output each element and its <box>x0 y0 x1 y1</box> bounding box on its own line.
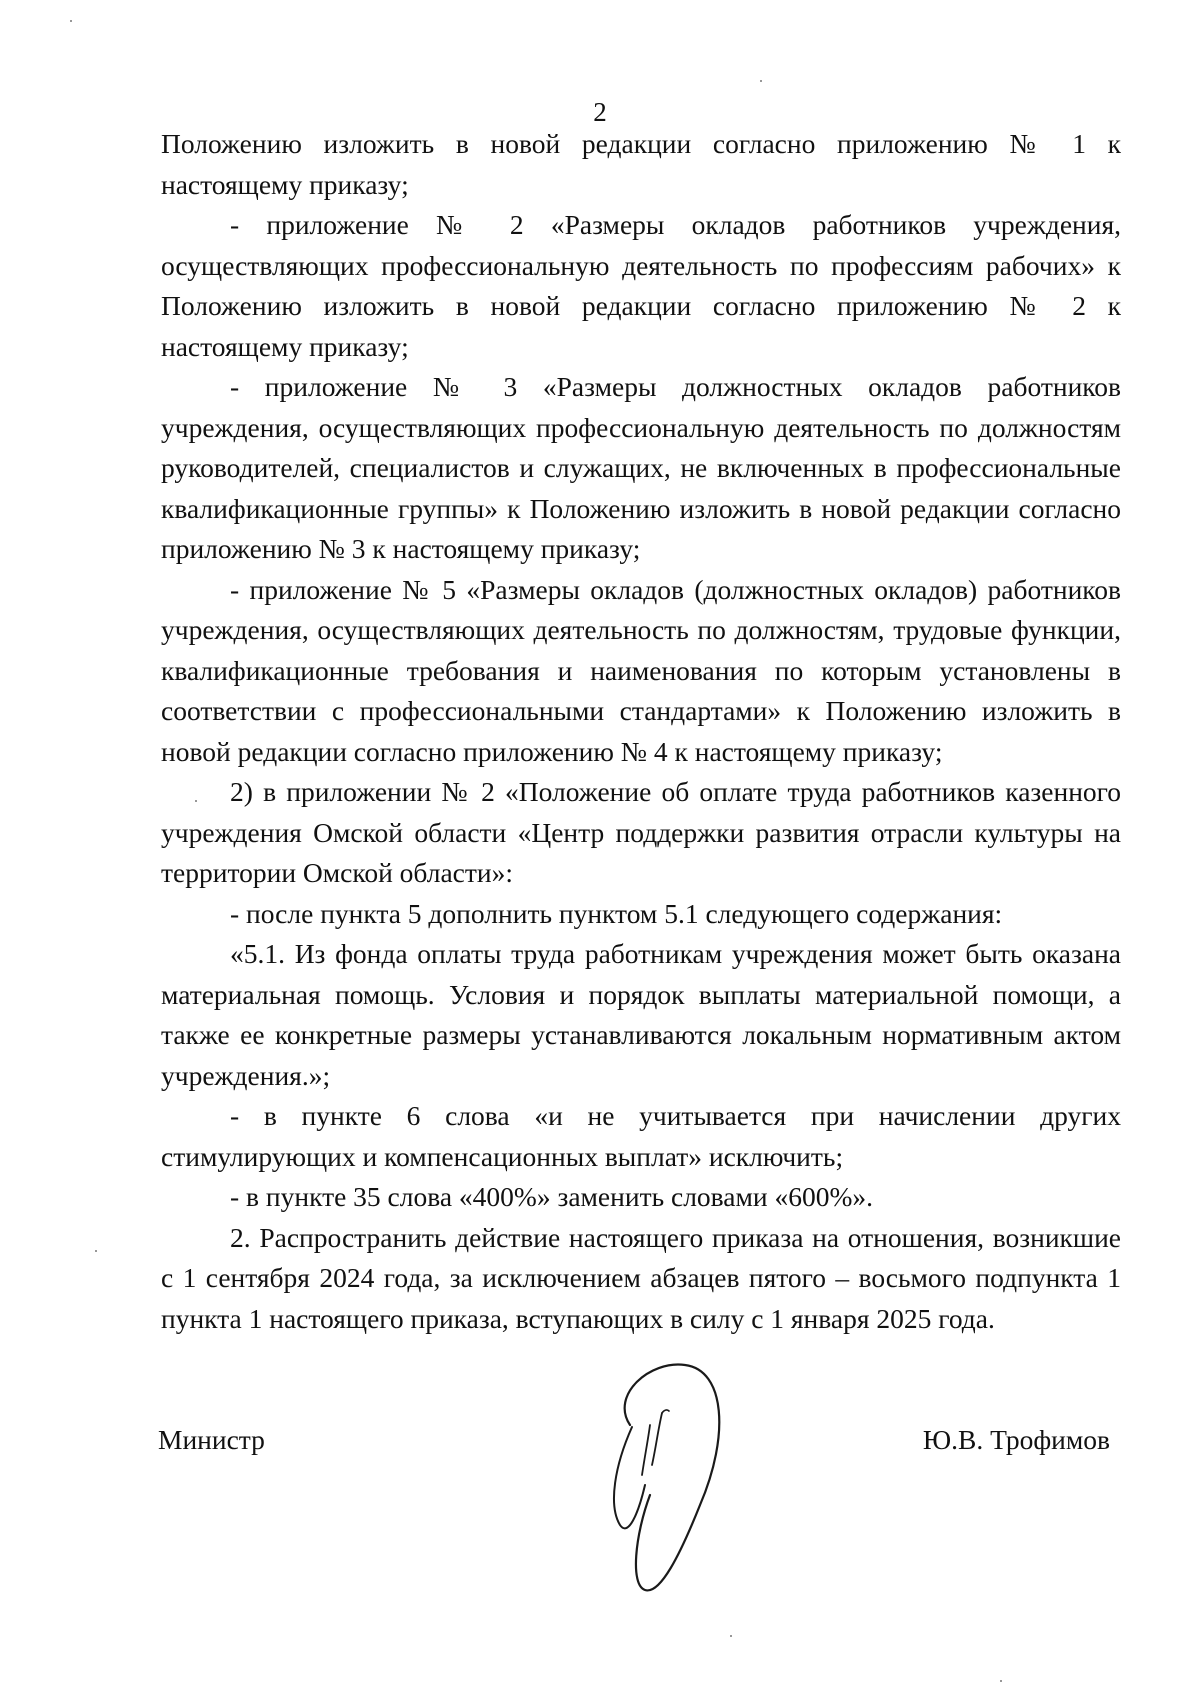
scan-speck <box>1000 1680 1002 1682</box>
scan-speck <box>760 80 762 82</box>
scan-speck <box>195 800 197 802</box>
scan-speck <box>70 20 72 22</box>
scan-speck <box>730 1635 732 1637</box>
scan-speck <box>95 1250 97 1252</box>
signer-title: Министр <box>158 1424 265 1455</box>
paragraph: - после пункта 5 дополнить пунктом 5.1 следующего содержания: <box>230 897 1003 929</box>
document-body <box>161 124 1121 1339</box>
paragraph: «5.1. Из фонда оплаты труда работникам учреждения может быть оказана материальная помощь. Условия и порядок выплаты материальной помощи, а также ее конкретные размеры устанавливаются локальным нормативным актом учреждения.»; <box>161 938 1121 1091</box>
paragraph: - приложение № 3 «Размеры должностных окладов работников учреждения, осуществляющих профессиональную деятельность по должностям руководителей, специалистов и служащих, не включенных в профессиональные квалификационные группы» к Положению изложить в новой редакции согласно приложению № 3 к настоящему приказу; <box>161 371 1121 564</box>
paragraph: 2) в приложении № 2 «Положение об оплате труда работников казенного учреждения Омской области «Центр поддержки развития отрасли культуры на территории Омской области»: <box>161 776 1121 888</box>
handwritten-signature <box>590 1355 740 1615</box>
paragraph: - в пункте 35 слова «400%» заменить словами «600%». <box>230 1181 874 1212</box>
paragraph: Положению изложить в новой редакции согласно приложению № 1 к настоящему приказу; <box>161 128 1121 200</box>
paragraph: - приложение № 5 «Размеры окладов (должностных окладов) работников учреждения, осуществляющих деятельность по должностям, трудовые функции, квалификационные требования и наименования по которым установлены в соответствии с профессиональными стандартами» к Положению изложить в новой редакции согласно приложению № 4 к настоящему приказу; <box>161 573 1121 767</box>
signer-name: Ю.В. Трофимов <box>922 1424 1110 1455</box>
paragraph: 2. Распространить действие настоящего приказа на отношения, возникшие с 1 сентября 2024 года, за исключением абзацев пятого – восьмого подпункта 1 пункта 1 настоящего приказа, вступающих в силу с 1 января 2025 года. <box>161 1221 1121 1334</box>
paragraph: - в пункте 6 слова «и не учитывается при начислении других стимулирующих и компенсационных выплат» исключить; <box>161 1100 1121 1172</box>
paragraph: - приложение № 2 «Размеры окладов работников учреждения, осуществляющих профессиональную деятельность по профессиям рабочих» к Положению изложить в новой редакции согласно приложению № 2 к настоящему приказу; <box>161 209 1121 362</box>
page-number: 2 <box>593 97 607 127</box>
